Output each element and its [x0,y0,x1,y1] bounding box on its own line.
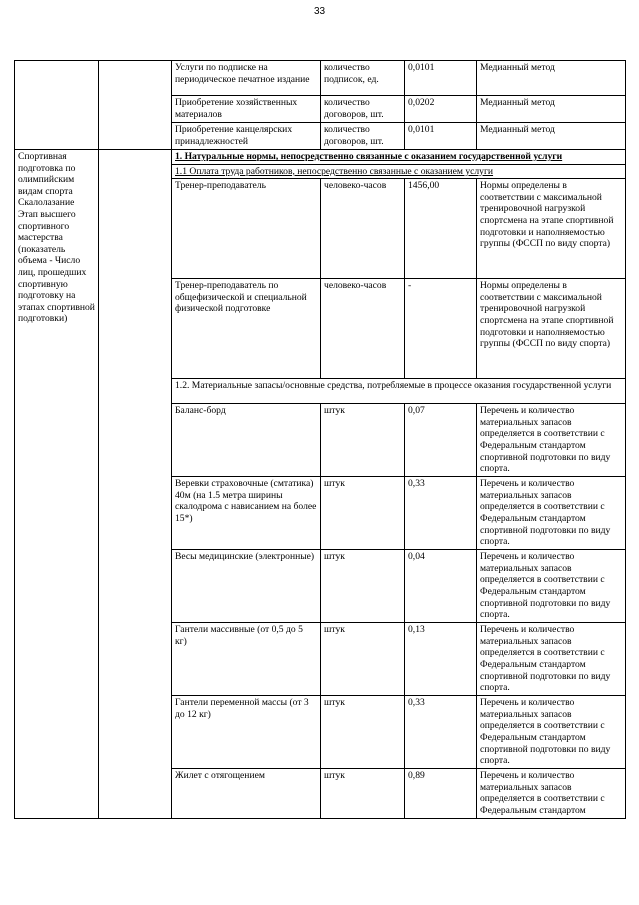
value-cell: 0,89 [405,769,477,819]
value-cell: 1456,00 [405,179,477,279]
value-cell: 0,04 [405,550,477,623]
method-cell: Медианный метод [477,123,626,150]
method-cell: Медианный метод [477,61,626,96]
item-name-cell: Гантели переменной массы (от 3 до 12 кг) [172,696,321,769]
empty-cell [99,150,172,819]
note-cell: Перечень и количество материальных запасов определяется в соответствии с Федеральным стандартом спортивной подготовки по виду спорта. [477,404,626,477]
value-cell: 0,13 [405,623,477,696]
unit-cell: штук [321,404,405,477]
section-1-2-title: 1.2. Материальные запасы/основные средства, потребляемые в процессе оказания государственной услуги [172,379,626,404]
note-cell: Перечень и количество материальных запасов определяется в соответствии с Федеральным стандартом спортивной подготовки по виду спорта. [477,477,626,550]
section-header-row [15,150,626,165]
unit-cell: штук [321,696,405,769]
value-cell: 0,0101 [405,123,477,150]
item-name-cell: Тренер-преподаватель [172,179,321,279]
empty-cell [15,61,99,150]
note-cell: Перечень и количество материальных запасов определяется в соответствии с Федеральным стандартом спортивной подготовки по виду спорта. [477,623,626,696]
unit-cell: человеко-часов [321,279,405,379]
value-cell: - [405,279,477,379]
item-name-cell: Жилет с отягощением [172,769,321,819]
item-name-cell: Баланс-борд [172,404,321,477]
item-name-cell: Весы медицинские (электронные) [172,550,321,623]
unit-cell: штук [321,550,405,623]
unit-cell: штук [321,623,405,696]
note-cell: Нормы определены в соответствии с максимальной тренировочной нагрузкой спортсмена на этапе спортивной подготовки и наполняемостью группы (ФССП по виду спорта) [477,279,626,379]
page-number: 33 [313,6,326,17]
note-cell: Перечень и количество материальных запасов определяется в соответствии с Федеральным стандартом спортивной подготовки по виду спорта. [477,696,626,769]
item-name-cell: Тренер-преподаватель по общефизической и специальной физической подготовке [172,279,321,379]
unit-cell: человеко-часов [321,179,405,279]
table-row [15,61,626,96]
value-cell: 0,0101 [405,61,477,96]
empty-cell [99,61,172,150]
item-name-cell: Услуги по подписке на периодическое печатное издание [172,61,321,96]
item-name-cell: Веревки страховочные (смтатика) 40м (на 1.5 метра ширины скалодрома с нависанием на более 15*) [172,477,321,550]
unit-cell: количество договоров, шт. [321,96,405,123]
item-name-cell: Приобретение хозяйственных материалов [172,96,321,123]
note-cell: Перечень и количество материальных запасов определяется в соответствии с Федеральным стандартом спортивной подготовки по виду спорта. [477,550,626,623]
section-1-1-title: 1.1 Оплата труда работников, непосредственно связанные с оказанием услуги [172,164,626,179]
value-cell: 0,33 [405,696,477,769]
section-1-title: 1. Натуральные нормы, непосредственно связанные с оказанием государственной услуги [172,150,626,165]
method-cell: Медианный метод [477,96,626,123]
note-cell: Нормы определены в соответствии с максимальной тренировочной нагрузкой спортсмена на этапе спортивной подготовки и наполняемостью группы (ФССП по виду спорта) [477,179,626,279]
item-name-cell: Гантели массивные (от 0,5 до 5 кг) [172,623,321,696]
unit-cell: количество подписок, ед. [321,61,405,96]
value-cell: 0,07 [405,404,477,477]
value-cell: 0,33 [405,477,477,550]
value-cell: 0,0202 [405,96,477,123]
norms-table [14,60,626,819]
unit-cell: штук [321,769,405,819]
service-label-cell: Спортивная подготовка по олимпийским видам спорта Скалолазание Этап высшего спортивного мастерства (показатель объема - Число лиц, прошедших спортивную подготовку на этапах спортивной подготовки) [15,150,99,819]
item-name-cell: Приобретение канцелярских принадлежностей [172,123,321,150]
unit-cell: количество договоров, шт. [321,123,405,150]
note-cell: Перечень и количество материальных запасов определяется в соответствии с Федеральным стандартом [477,769,626,819]
unit-cell: штук [321,477,405,550]
